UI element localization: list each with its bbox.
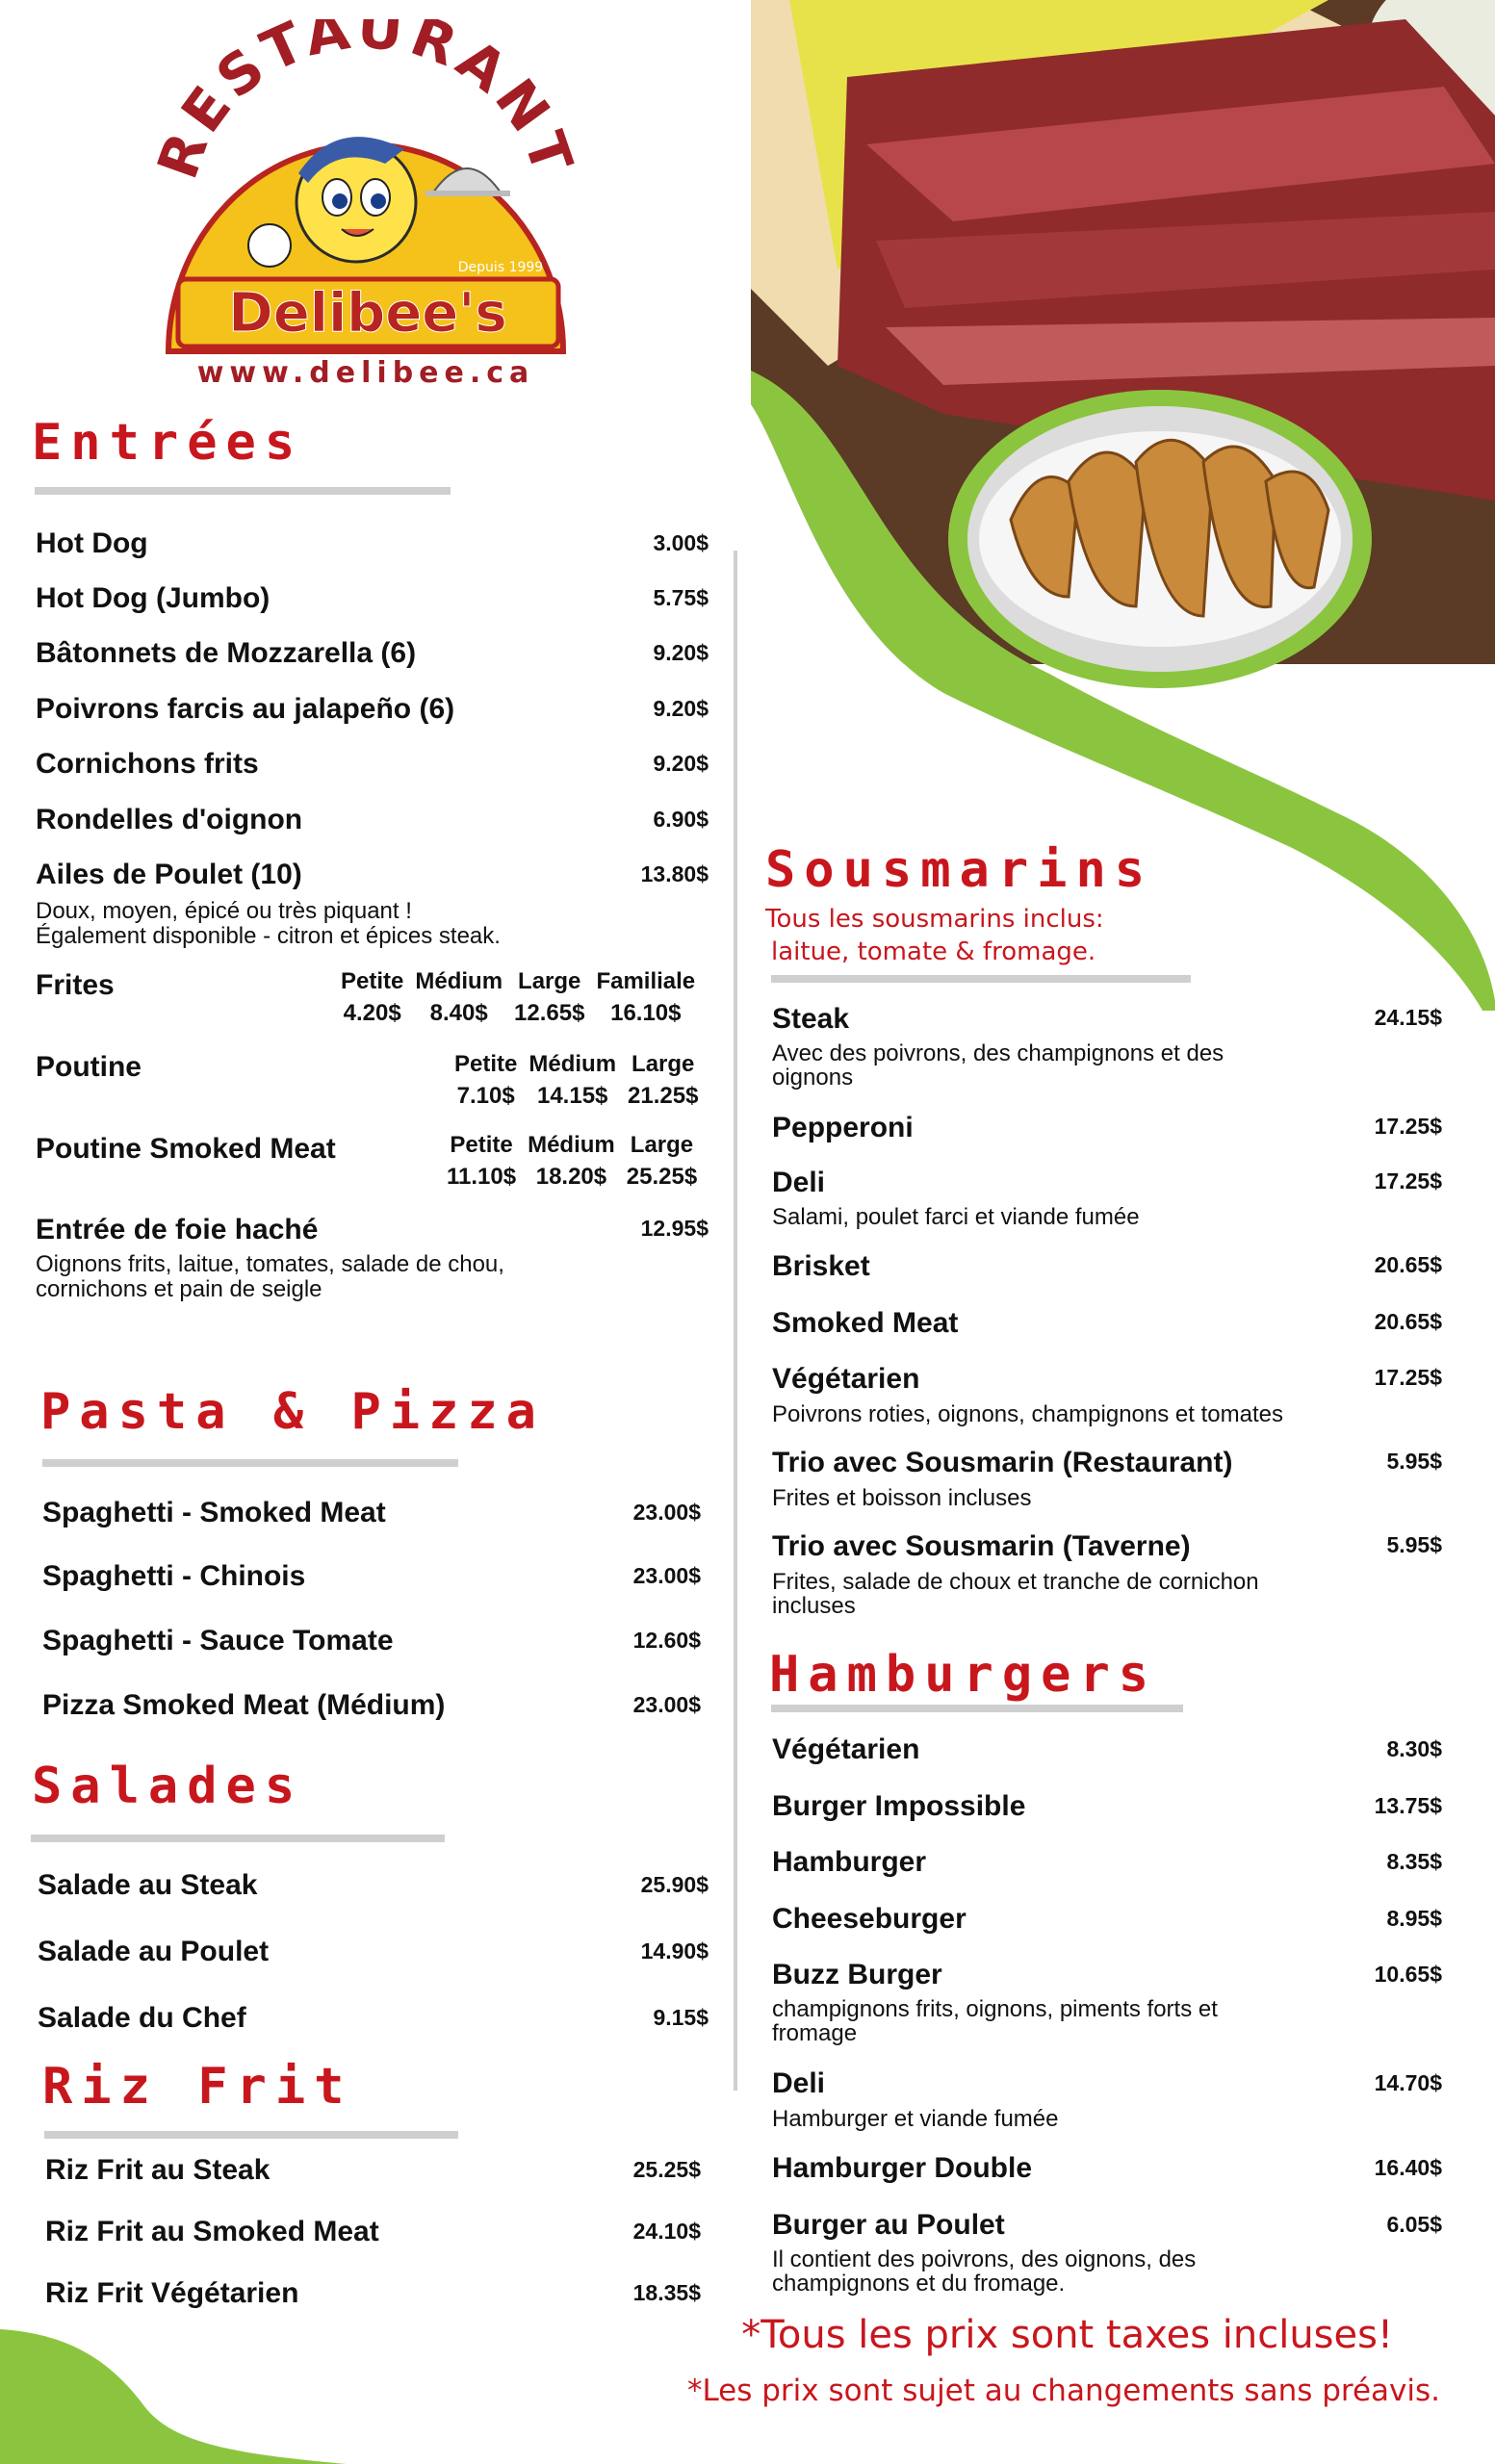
menu-item-name: Salade au Poulet [38,1936,270,1967]
menu-item-name: Riz Frit Végétarien [45,2277,299,2309]
menu-item-description: cornichons et pain de seigle [36,1276,322,1302]
size-label: Médium [528,1132,615,1158]
section-title-sousmarins: Sousmarins [765,841,1154,899]
size-label: Petite [450,1132,513,1158]
menu-item-price: 14.70$ [1374,2070,1442,2095]
section-title-hamburgers: Hamburgers [769,1646,1158,1704]
menu-item-price: 20.65$ [1374,1252,1442,1277]
menu-item-price: 8.95$ [1386,1906,1442,1931]
menu-item-price: 6.05$ [1386,2212,1442,2237]
size-label: Petite [454,1051,518,1077]
logo-brand-text: Delibee's [228,282,507,345]
size-price: 16.10$ [610,1000,682,1026]
menu-item-price: 18.35$ [632,2280,701,2305]
menu-item-name: Pepperoni [772,1112,914,1143]
menu-item-name: Smoked Meat [772,1307,959,1339]
size-price: 4.20$ [343,1000,401,1026]
menu-item-name: Hamburger Double [772,2152,1033,2184]
menu-item-price: 25.25$ [632,2157,701,2182]
menu-item-description: incluses [772,1593,856,1619]
size-price-table [441,1129,703,1193]
menu-item-name: Steak [772,1003,850,1035]
menu-item-price: 12.60$ [632,1628,701,1653]
size-label: Large [632,1051,695,1077]
menu-item-name: Spaghetti - Sauce Tomate [42,1625,394,1656]
size-price-table [335,965,701,1029]
menu-item-price: 6.90$ [653,807,709,832]
menu-item-name: Bâtonnets de Mozzarella (6) [36,637,417,669]
size-label: Large [518,968,581,994]
menu-item-name: Spaghetti - Smoked Meat [42,1497,386,1528]
menu-item-name: Entrée de foie haché [36,1214,319,1245]
menu-item-name: Végétarien [772,1733,920,1765]
menu-item-description: Frites, salade de choux et tranche de cornichon [772,1569,1259,1595]
menu-item-name: Hamburger [772,1846,927,1878]
size-label: Petite [341,968,404,994]
size-label: Familiale [596,968,696,994]
section-subtitle: laitue, tomate & fromage. [771,937,1096,966]
menu-item-name: Burger au Poulet [772,2209,1005,2241]
menu-item-description: oignons [772,1065,854,1091]
menu-item-price: 14.90$ [640,1938,709,1964]
menu-item-name: Poutine [36,1051,142,1083]
website-url[interactable]: www.delibee.ca [196,356,535,390]
menu-item-name: Cheeseburger [772,1903,967,1935]
size-price: 8.40$ [429,1000,488,1026]
logo-since-text: Depuis 1999 [457,260,544,275]
size-price: 14.15$ [536,1083,608,1109]
menu-item-name: Poivrons farcis au jalapeño (6) [36,693,455,725]
menu-item-price: 5.95$ [1386,1532,1442,1557]
restaurant-logo [144,19,587,395]
menu-item-price: 16.40$ [1374,2155,1442,2180]
menu-item-name: Poutine Smoked Meat [36,1133,336,1165]
menu-item-description: Également disponible - citron et épices steak. [36,923,501,949]
menu-item-name: Ailes de Poulet (10) [36,859,302,890]
logo-arc-text: RESTAURANT [144,19,587,188]
menu-item-price: 23.00$ [632,1500,701,1525]
price-change-note: *Les prix sont sujet au changements sans préavis. [686,2374,1440,2408]
menu-item-price: 9.20$ [653,751,709,776]
menu-item-price: 9.15$ [653,2005,709,2030]
size-price: 7.10$ [456,1083,515,1109]
menu-item-price: 24.10$ [632,2219,701,2244]
menu-item-name: Deli [772,2067,826,2099]
menu-item-name: Burger Impossible [772,1790,1026,1822]
menu-item-description: Il contient des poivrons, des oignons, des [772,2246,1197,2272]
menu-item-name: Trio avec Sousmarin (Taverne) [772,1530,1191,1562]
size-price: 25.25$ [626,1164,698,1190]
menu-item-price: 9.20$ [653,696,709,721]
section-title-salades: Salades [32,1758,304,1815]
section-rule [31,1835,445,1842]
menu-item-name: Cornichons frits [36,748,259,780]
menu-item-price: 12.95$ [640,1216,709,1241]
bee-mascot-logo-graphic [144,19,587,356]
size-price: 21.25$ [628,1083,699,1109]
column-divider [734,551,737,2091]
menu-item-name: Salade au Steak [38,1869,258,1901]
menu-item-description: champignons frits, oignons, piments forts et [772,1996,1218,2022]
menu-item-price: 20.65$ [1374,1309,1442,1334]
menu-item-description: Frites et boisson incluses [772,1485,1032,1511]
menu-item-price: 10.65$ [1374,1962,1442,1987]
size-label: Médium [415,968,503,994]
menu-item-price: 25.90$ [640,1872,709,1897]
menu-item-price: 8.30$ [1386,1736,1442,1761]
size-label: Médium [528,1051,617,1077]
menu-item-name: Hot Dog [36,527,148,559]
menu-item-price: 17.25$ [1374,1114,1442,1139]
section-title-pasta-pizza: Pasta & Pizza [40,1383,545,1441]
size-label: Large [630,1132,694,1158]
menu-item-price: 13.75$ [1374,1793,1442,1818]
menu-item-price: 5.95$ [1386,1449,1442,1474]
section-rule [771,1705,1183,1712]
size-price: 11.10$ [447,1164,517,1190]
menu-item-description: Avec des poivrons, des champignons et des [772,1040,1224,1066]
size-price: 18.20$ [535,1164,607,1190]
menu-item-name: Végétarien [772,1363,920,1395]
section-subtitle: Tous les sousmarins inclus: [765,905,1104,934]
menu-item-name: Spaghetti - Chinois [42,1560,306,1592]
menu-item-name: Brisket [772,1250,870,1282]
menu-item-name: Salade du Chef [38,2002,246,2034]
menu-item-price: 24.15$ [1374,1005,1442,1030]
menu-item-price: 5.75$ [653,585,709,610]
taxes-note: *Tous les prix sont taxes incluses! [741,2313,1393,2357]
menu-item-name: Deli [772,1167,826,1198]
section-rule [42,1459,458,1467]
menu-item-price: 13.80$ [640,861,709,886]
menu-item-name: Rondelles d'oignon [36,804,303,835]
menu-item-description: Salami, poulet farci et viande fumée [772,1204,1140,1230]
menu-item-name: Trio avec Sousmarin (Restaurant) [772,1447,1233,1478]
menu-item-description: Oignons frits, laitue, tomates, salade de chou, [36,1251,504,1277]
section-rule [771,975,1191,983]
menu-item-price: 23.00$ [632,1563,701,1588]
size-price: 12.65$ [514,1000,585,1026]
menu-item-description: Doux, moyen, épicé ou très piquant ! [36,898,412,924]
section-rule [44,2131,458,2139]
menu-item-description: Poivrons roties, oignons, champignons et tomates [772,1401,1283,1427]
menu-item-name: Buzz Burger [772,1959,942,1990]
menu-item-name: Riz Frit au Steak [45,2154,271,2186]
menu-item-description: champignons et du fromage. [772,2271,1066,2297]
menu-item-name: Hot Dog (Jumbo) [36,582,271,614]
menu-item-price: 17.25$ [1374,1168,1442,1194]
menu-item-price: 17.25$ [1374,1365,1442,1390]
section-title-entrees: Entrées [32,414,304,472]
menu-item-description: fromage [772,2020,858,2046]
section-rule [35,487,451,495]
menu-item-price: 3.00$ [653,530,709,555]
menu-item-name: Frites [36,969,115,1001]
decorative-green-swoosh [0,2329,347,2464]
menu-item-price: 9.20$ [653,640,709,665]
menu-item-name: Riz Frit au Smoked Meat [45,2216,379,2247]
menu-item-description: Hamburger et viande fumée [772,2106,1059,2132]
menu-item-price: 23.00$ [632,1692,701,1717]
section-title-riz-frit: Riz Frit [42,2058,353,2116]
size-price-table [449,1048,704,1112]
menu-item-price: 8.35$ [1386,1849,1442,1874]
menu-item-name: Pizza Smoked Meat (Médium) [42,1689,446,1721]
